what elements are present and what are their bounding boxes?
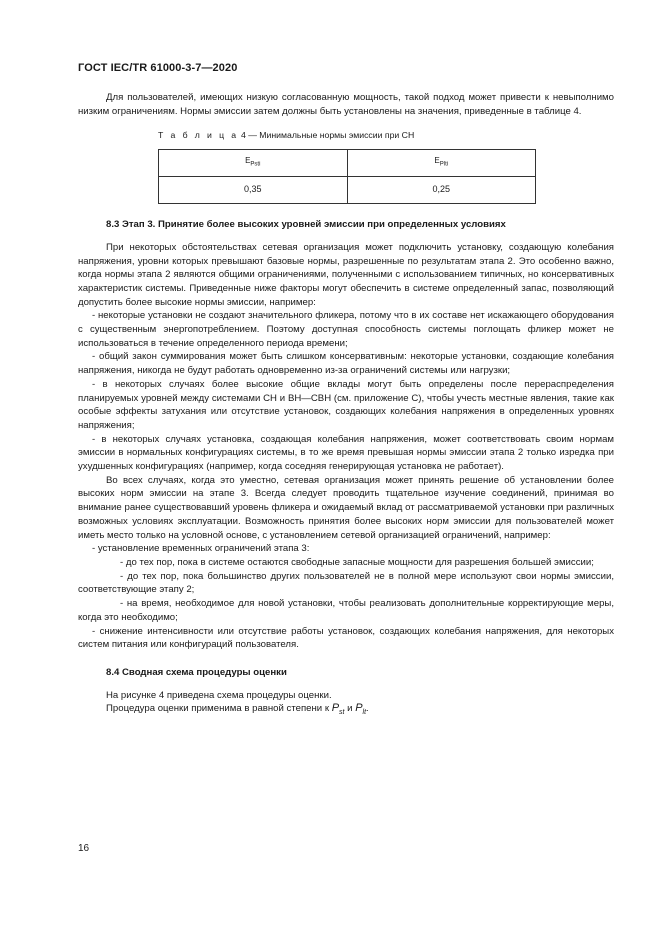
table-cell-pst-value: 0,35 — [159, 177, 348, 204]
table-header-cell-pst: $E_{Psti}$ — [159, 150, 348, 177]
intro-paragraph: Для пользователей, имеющих низкую согласованную мощность, такой подход может привести к невыполнимо низким ограничениям. Нормы эмиссии затем должны быть установлены на значения, приведенные в таблице 4. — [78, 92, 614, 117]
page-content — [78, 91, 614, 720]
nested-list-item: - до тех пор, пока в системе остаются свободные запасные мощности для разрешения большей эмиссии; — [120, 556, 594, 568]
list-item: - в некоторых случаях более высокие общие вклады могут быть определены после перераспределения планируемых уровней между системами СН и ВН—СВН (см. приложение С), чтобы учесть местные явления, такие как особые эффекты затухания или отсутствие установок, создающих колебания напряжения в определенных уровнях напряжения; — [78, 378, 614, 431]
standard-header: ГОСТ IEC/TR 61000-3-7—2020 — [78, 62, 238, 74]
symbol-plt: $P_{lt}$ — [355, 702, 367, 717]
nested-list-item: - на время, необходимое для новой установки, чтобы реализовать дополнительные корректирующие меры, когда это необходимо; — [78, 598, 614, 623]
symbol-pst: $P_{st}$ — [331, 702, 345, 717]
table-header-row — [159, 150, 536, 177]
section-8-4-paragraph-1: На рисунке 4 приведена схема процедуры оценки. — [106, 689, 332, 701]
section-8-3-paragraph-1: При некоторых обстоятельствах сетевая организация может подключить установку, создающую колебания напряжения, уровни которых превышают базовые нормы, разрешенные по результатам этапа 2. Это особенно важно, когда нормы этапа 2 являются общими ограничениями, полученными с использованием типичных, но консервативных характеристик системы. Приведенные ниже факторы могут обеспечить в системе определенный запас, позволяющий допустить более высокие нормы эмиссии, например: — [78, 241, 614, 308]
list-item: - снижение интенсивности или отсутствие работы установок, создающих колебания напряжения, для некоторых систем питания или конфигураций пользователя. — [78, 625, 614, 651]
list-item: - установление временных ограничений этапа 3: — [92, 543, 310, 555]
table-caption-label: Т а б л и ц а — [158, 130, 239, 141]
table-cell-plt-value: 0,25 — [347, 177, 536, 204]
table-caption-text: 4 — Минимальные нормы эмиссии при СН — [240, 130, 415, 141]
section-8-3-paragraph-2: Во всех случаях, когда это уместно, сетевая организация может принять решение об установлении более высоких норм эмиссии на этапе 3. Всегда следует проводить тщательное изучение соединений, принимая во внимание ранее существовавший уровень фликера и ожидаемый вклад от рассматриваемой установки при различных возможных условиях эксплуатации. Возможность принятия более высоких норм эмиссии для пользователей может иметь место только на условной основе, с установлением сетевой организацией ограничений, например: — [78, 474, 614, 541]
nested-list-item: - до тех пор, пока большинство других пользователей не в полной мере используют свои нормы эмиссии, соответствующие этапу 2; — [78, 570, 614, 596]
list-item: - общий закон суммирования может быть слишком консервативным: некоторые установки, создающие колебания напряжения, никогда не будут работать одновременно из-за ограничений системы или нагрузки; — [78, 351, 614, 377]
list-item: - некоторые установки не создают значительного фликера, потому что в их составе нет искажающего оборудования с существенным энергопотреблением. Поэтому доступная способность системы поглощать фликер может не использоваться в течение определенного периода времени; — [78, 310, 614, 349]
page-number: 16 — [78, 843, 90, 854]
table-row — [159, 177, 536, 204]
section-8-4-title: 8.4 Сводная схема процедуры оценки — [106, 666, 287, 678]
section-8-4-paragraph-2: Процедура оценки применима в равной степени к $P_{st}$ и $P_{lt}$. — [106, 702, 369, 717]
section-8-3-title: 8.3 Этап 3. Принятие более высоких уровней эмиссии при определенных условиях — [106, 219, 506, 231]
table-caption — [158, 129, 614, 143]
emission-norms-table — [158, 149, 536, 204]
list-item: - в некоторых случаях установка, создающая колебания напряжения, может соответствовать своим нормам эмиссии в нормальных конфигурациях системы, в то же время превышая нормы эмиссии этапа 2 только изредка при ухудшенных конфигурациях (например, когда соседняя генерирующая установка не работает). — [78, 433, 614, 473]
table-header-cell-plt: $E_{Plti}$ — [347, 150, 536, 177]
